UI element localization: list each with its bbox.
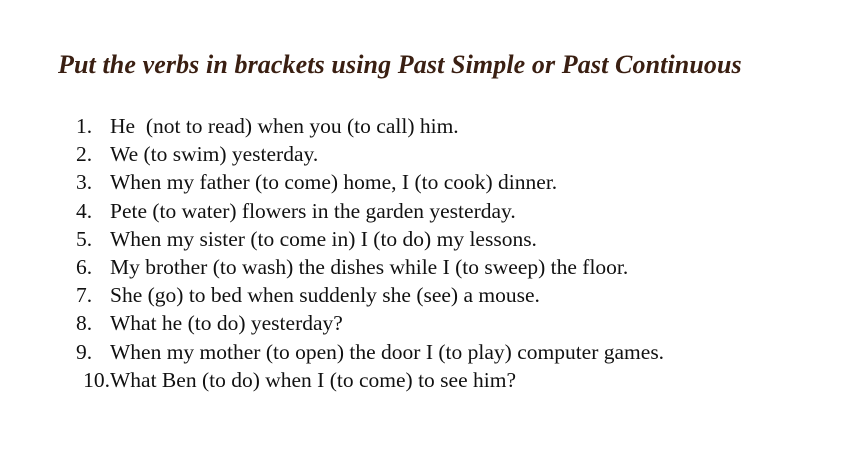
exercise-item [76, 225, 664, 253]
item-text: What he (to do) yesterday? [110, 311, 343, 336]
item-number: 6. [76, 255, 93, 280]
exercise-item [76, 281, 664, 309]
exercise-item [76, 112, 664, 140]
exercise-item [76, 253, 664, 281]
exercise-item [83, 366, 664, 394]
exercise-list [76, 112, 664, 394]
item-number: 8. [76, 311, 93, 336]
exercise-item [76, 309, 664, 337]
item-number: 1. [76, 114, 93, 138]
item-number: 3. [76, 170, 93, 195]
item-text: When my sister (to come in) I (to do) my lessons. [110, 226, 537, 251]
item-text: We (to swim) yesterday. [110, 142, 319, 167]
item-text: When my father (to come) home, I (to cook) dinner. [110, 170, 558, 195]
exercise-item [76, 197, 664, 225]
item-number: 9. [76, 339, 93, 364]
item-number: 2. [76, 142, 93, 167]
item-text: What Ben (to do) when I (to come) to see him? [110, 367, 516, 392]
item-number: 4. [76, 198, 93, 223]
item-number: 5. [76, 226, 93, 251]
item-number: 10. [83, 367, 110, 392]
exercise-item [76, 168, 664, 196]
worksheet-title: Put the verbs in brackets using Past Simple or Past Continuous [58, 50, 742, 79]
item-text: She (go) to bed when suddenly she (see) a mouse. [110, 283, 540, 308]
item-text: My brother (to wash) the dishes while I (to sweep) the floor. [110, 255, 629, 280]
item-text: When my mother (to open) the door I (to play) computer games. [110, 339, 665, 364]
item-number: 7. [76, 283, 93, 308]
exercise-item [76, 140, 664, 168]
exercise-item [76, 338, 664, 366]
item-text: He (not to read) when you (to call) him. [110, 114, 459, 138]
item-text: Pete (to water) flowers in the garden yesterday. [110, 198, 516, 223]
